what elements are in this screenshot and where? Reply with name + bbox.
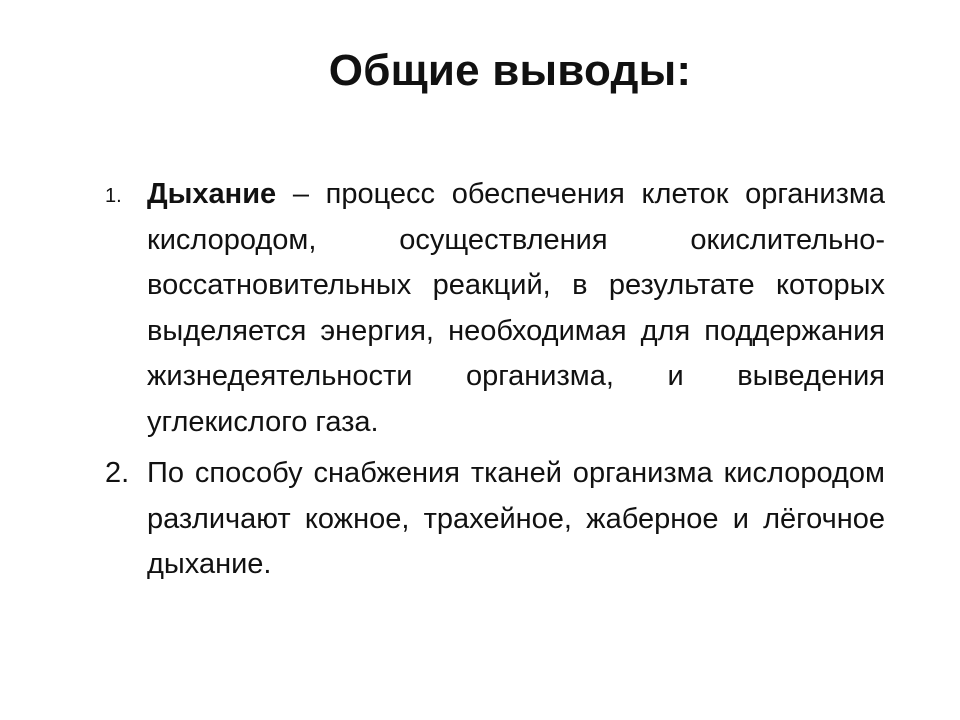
list-item — [105, 172, 885, 445]
list-item-term: Дыхание — [147, 178, 277, 210]
conclusions-list — [105, 172, 885, 594]
list-item-text: По способу снабжения тканей организма кислородом различают кожное, трахейное, жаберное и лёгочное дыхание. — [147, 457, 885, 580]
list-item-number: 1. — [105, 185, 122, 207]
list-item-text: – процесс обеспечения клеток организма кислородом, осуществления окислительно-воссатновительных реакций, в результате которых выделяется энергия, необходимая для поддержания жизнедеятельности организма, и выведения углекислого газа. — [147, 178, 885, 438]
slide-title: Общие выводы: — [328, 46, 692, 95]
list-item — [105, 451, 885, 588]
list-item-number: 2. — [105, 457, 130, 489]
